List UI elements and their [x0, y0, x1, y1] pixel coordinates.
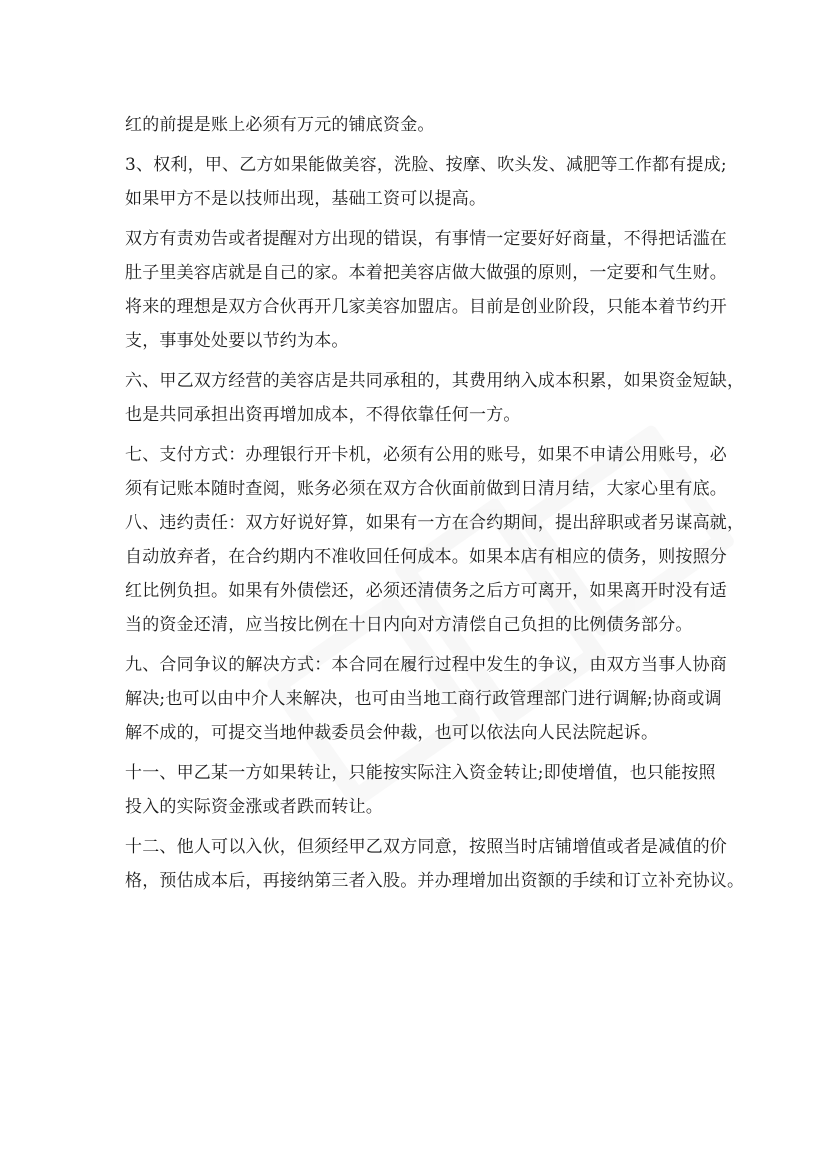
text-line: 格，预估成本后，再接纳第三者入股。并办理增加出资额的手续和订立补充协议。 — [125, 871, 745, 891]
text-line: 将来的理想是双方合伙再开几家美容加盟店。目前是创业阶段，只能本着节约开 — [125, 297, 727, 317]
text-line: 也是共同承担出资再增加成本，不得依靠任何一方。 — [125, 405, 521, 425]
text-line: 红的前提是账上必须有万元的铺底资金。 — [125, 115, 435, 135]
text-line: 八、违约责任：双方好说好算，如果有一方在合约期间，提出辞职或者另谋高就， — [125, 513, 745, 533]
text-line: 双方有责劝告或者提醒对方出现的错误，有事情一定要好好商量，不得把话滥在 — [125, 229, 727, 249]
text-line: 十二、他人可以入伙，但须经甲乙双方同意，按照当时店铺增值或者是减值的价 — [125, 837, 727, 857]
text-line: 3、权利，甲、乙方如果能做美容，洗脸、按摩、吹头发、减肥等工作都有提成; — [125, 155, 727, 175]
text-line: 解决;也可以由中介人来解决，也可由当地工商行政管理部门进行调解;协商或调 — [125, 689, 722, 709]
text-line: 当的资金还清，应当按比例在十日内向对方清偿自己负担的比例债务部分。 — [125, 615, 693, 635]
text-line: 肚子里美容店就是自己的家。本着把美容店做大做强的原则，一定要和气生财。 — [125, 263, 727, 283]
text-line: 投入的实际资金涨或者跌而转让。 — [125, 797, 383, 817]
text-line: 支，事事处处要以节约为本。 — [125, 331, 349, 351]
text-line: 七、支付方式：办理银行开卡机，必须有公用的账号，如果不申请公用账号，必 — [125, 445, 727, 465]
text-line: 解不成的，可提交当地仲裁委员会仲裁，也可以依法向人民法院起诉。 — [125, 723, 659, 743]
document-body — [125, 108, 745, 898]
text-line: 自动放弃者，在合约期内不准收回任何成本。如果本店有相应的债务，则按照分 — [125, 547, 727, 567]
text-line: 须有记账本随时查阅，账务必须在双方合伙面前做到日清月结，大家心里有底。 — [125, 479, 727, 499]
text-line: 红比例负担。如果有外债偿还，必须还清债务之后方可离开，如果离开时没有适 — [125, 581, 727, 601]
text-line: 六、甲乙双方经营的美容店是共同承租的，其费用纳入成本积累，如果资金短缺， — [125, 371, 745, 391]
text-line: 十一、甲乙某一方如果转让，只能按实际注入资金转让;即使增值，也只能按照 — [125, 763, 716, 783]
text-line: 如果甲方不是以技师出现，基础工资可以提高。 — [125, 189, 487, 209]
text-line: 九、合同争议的解决方式：本合同在履行过程中发生的争议，由双方当事人协商 — [125, 655, 727, 675]
